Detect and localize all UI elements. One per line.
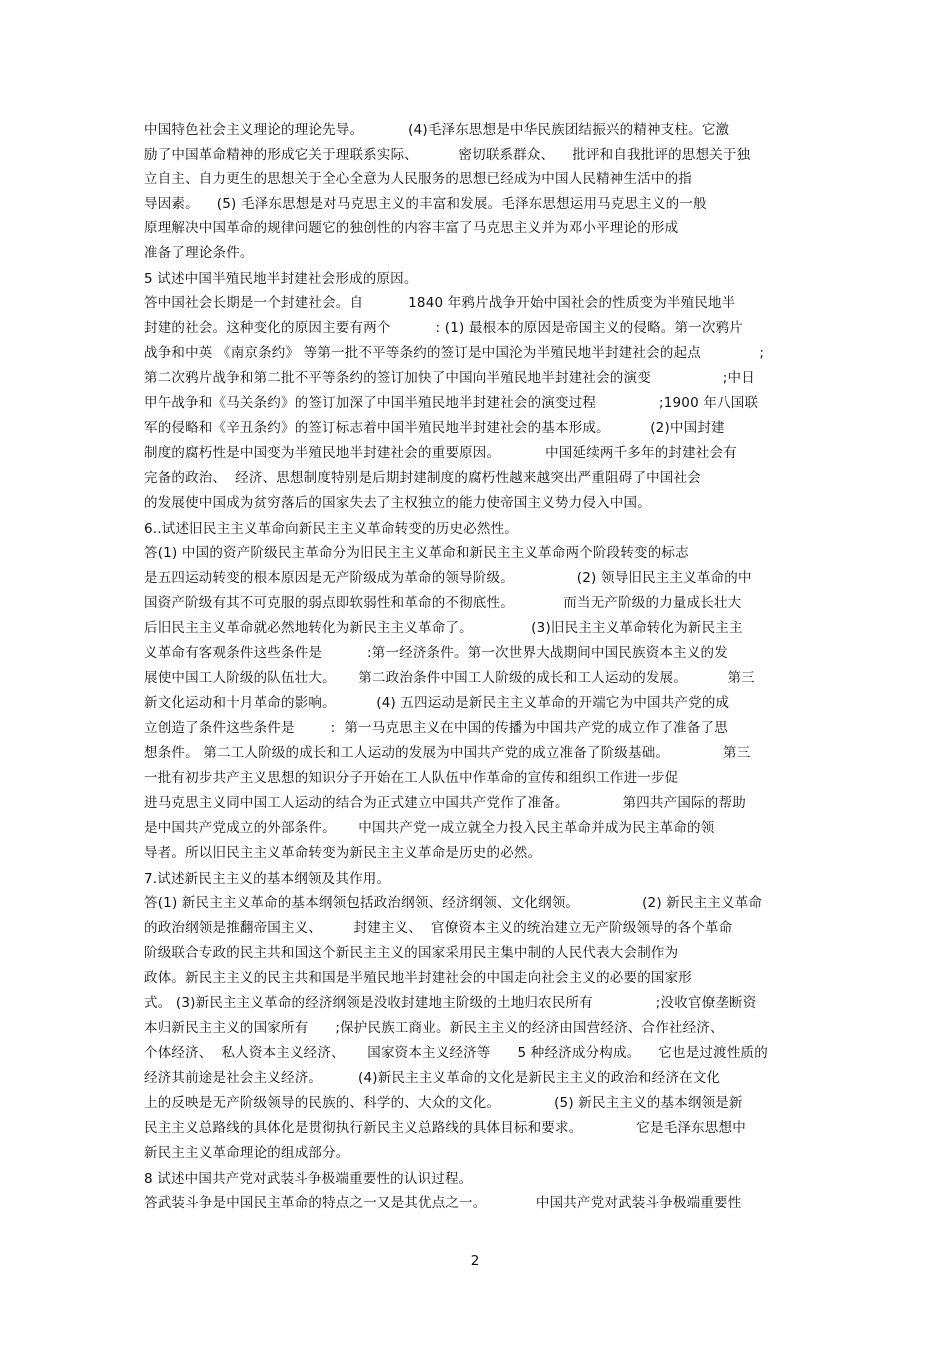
text-line: 新民主主义革命理论的组成部分。 <box>144 1145 350 1161</box>
text-line: 上的反映是无产阶级领导的民族的、科学的、大众的文化。 (5) 新民主主义的基本纲领是新 <box>144 1095 743 1111</box>
text-line: 完备的政治、 经济、思想制度特别是后期封建制度的腐朽性越来越突出严重阻碍了中国社会 <box>144 470 701 486</box>
text-line: 准备了理论条件。 <box>144 245 254 261</box>
text-line: 一批有初步共产主义思想的知识分子开始在工人队伍中作革命的宣传和组织工作进一步促 <box>144 770 679 786</box>
text-line: 甲午战争和《马关条约》的签订加深了中国半殖民地半封建社会的演变过程 ;1900 年八国联 <box>144 395 759 411</box>
text-line: 导者。所以旧民主主义革命转变为新民主主义革命是历史的必然。 <box>144 845 542 861</box>
text-line: 展使中国工人阶级的队伍壮大。 第二政治条件中国工人阶级的成长和工人运动的发展。 第三 <box>144 670 755 686</box>
text-line: 进马克思主义同中国工人运动的结合为正式建立中国共产党作了准备。 第四共产国际的帮助 <box>144 795 746 811</box>
text-line: 立自主、自力更生的思想关于全心全意为人民服务的思想已经成为中国人民精神生活中的指 <box>144 171 692 187</box>
text-line: 答(1) 中国的资产阶级民主革命分为旧民主主义革命和新民主主义革命两个阶段转变的标志 <box>144 545 689 561</box>
text-line: 励了中国革命精神的形成它关于理联系实际、 密切联系群众、 批评和自我批评的思想关于独 <box>144 147 751 163</box>
text-line: 个体经济、 私人资本主义经济、 国家资本主义经济等 5 种经济成分构成。 它也是过渡性质的 <box>144 1045 768 1061</box>
text-line: 第二次鸦片战争和第二批不平等条约的签订加快了中国向半殖民地半封建社会的演变 ;中日 <box>144 370 755 386</box>
text-line: 后旧民主主义革命就必然地转化为新民主主义革命了。 (3)旧民主主义革命转化为新民主主 <box>144 620 743 636</box>
text-line: 中国特色社会主义理论的理论先导。 (4)毛泽东思想是中华民族团结振兴的精神支柱。它激 <box>144 122 730 138</box>
question-heading: 5 试述中国半殖民地半封建社会形成的原因。 <box>144 271 418 287</box>
text-line: 封建的社会。这种变化的原因主要有两个 : (1) 最根本的原因是帝国主义的侵略。第一次鸦片 <box>144 320 743 336</box>
text-line: 国资产阶级有其不可克服的弱点即软弱性和革命的不彻底性。 而当无产阶级的力量成长壮大 <box>144 595 742 611</box>
question-heading: 7.试述新民主主义的基本纲领及其作用。 <box>144 871 391 887</box>
text-line: 原理解决中国革命的规律问题它的独创性的内容丰富了马克思主义并为邓小平理论的形成 <box>144 220 679 236</box>
text-line: 民主主义总路线的具体化是贯彻执行新民主义总路线的具体目标和要求。 它是毛泽东思想中 <box>144 1120 746 1136</box>
text-line: 阶级联合专政的民主共和国这个新民主主义的国家采用民主集中制的人民代表大会制作为 <box>144 945 679 961</box>
text-line: 的发展使中国成为贫穷落后的国家失去了主权独立的能力使帝国主义势力侵入中国。 <box>144 495 651 511</box>
text-line: 新文化运动和十月革命的影响。 (4) 五四运动是新民主主义革命的开端它为中国共产党的成 <box>144 695 730 711</box>
text-line: 式。 (3)新民主主义革命的经济纲领是没收封建地主阶级的土地归农民所有 ;没收官僚垄断资 <box>144 995 757 1011</box>
question-heading: 8 试述中国共产党对武装斗争极端重要性的认识过程。 <box>144 1171 473 1187</box>
text-line: 立创造了条件这些条件是 : 第一马克思主义在中国的传播为中国共产党的成立作了准备了思 <box>144 720 728 736</box>
text-line: 的政治纲领是推翻帝国主义、 封建主义、 官僚资本主义的统治建立无产阶级领导的各个革命 <box>144 920 733 936</box>
text-line: 答中国社会长期是一个封建社会。自 1840 年鸦片战争开始中国社会的性质变为半殖民地半 <box>144 295 736 311</box>
text-line: 政体。新民主主义的民主共和国是半殖民地半封建社会的中国走向社会主义的必要的国家形 <box>144 970 692 986</box>
text-line: 想条件。 第二工人阶级的成长和工人运动的发展为中国共产党的成立准备了阶级基础。 第三 <box>144 745 751 761</box>
text-line: 导因素。 (5) 毛泽东思想是对马克思主义的丰富和发展。毛泽东思想运用马克思主义的一般 <box>144 196 707 212</box>
question-heading: 6..试述旧民主主义革命向新民主主义革命转变的历史必然性。 <box>144 521 518 537</box>
text-line: 本归新民主主义的国家所有 ;保护民族工商业。新民主主义的经济由国营经济、合作社经济、 <box>144 1020 724 1036</box>
text-line: 是五四运动转变的根本原因是无产阶级成为革命的领导阶级。 (2) 领导旧民主主义革命的中 <box>144 570 752 586</box>
text-line: 答武装斗争是中国民主革命的特点之一又是其优点之一。 中国共产党对武装斗争极端重要性 <box>144 1195 742 1211</box>
text-line: 制度的腐朽性是中国变为半殖民地半封建社会的重要原因。 中国延续两千多年的封建社会有 <box>144 445 737 461</box>
page-number: 2 <box>470 1253 480 1269</box>
text-line: 答(1) 新民主主义革命的基本纲领包括政治纲领、经济纲领、文化纲领。 (2) 新民主主义革命 <box>144 895 763 911</box>
text-line: 是中国共产党成立的外部条件。 中国共产党一成立就全力投入民主革命并成为民主革命的领 <box>144 820 715 836</box>
text-line: 义革命有客观条件这些条件是 :第一经济条件。第一次世界大战期间中国民族资本主义的发 <box>144 645 728 661</box>
text-line: 军的侵略和《辛丑条约》的签订标志着中国半殖民地半封建社会的基本形成。 (2)中国封建 <box>144 420 725 436</box>
text-line: 战争和中英 《南京条约》 等第一批不平等条约的签订是中国沦为半殖民地半封建社会的起点 ; <box>144 345 765 361</box>
text-line: 经济其前途是社会主义经济。 (4)新民主主义革命的文化是新民主主义的政治和经济在文化 <box>144 1070 721 1086</box>
